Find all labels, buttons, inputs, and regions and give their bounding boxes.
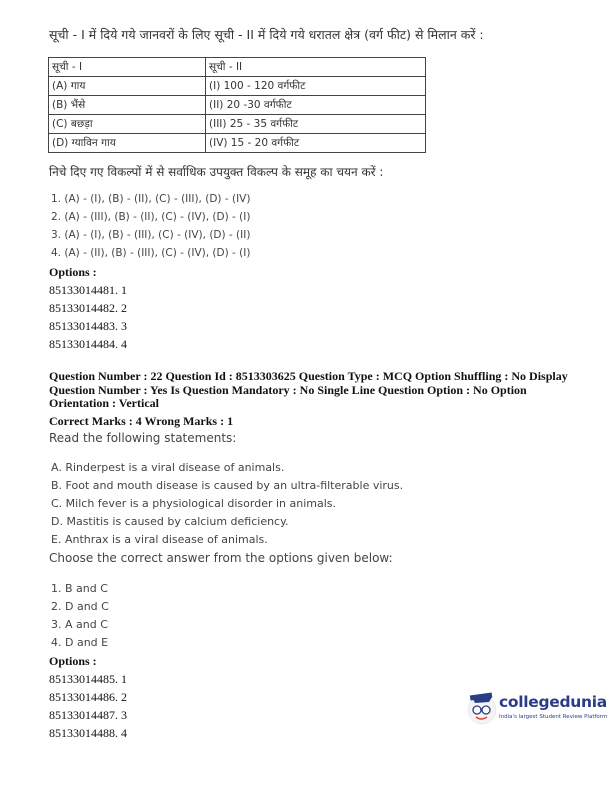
- table-cell: (A) गाय: [49, 77, 206, 96]
- question-2-lead: Read the following statements:: [49, 431, 237, 445]
- question-2-choice: 3. A and C: [51, 618, 108, 631]
- statement: B. Foot and mouth disease is caused by an ultra-filterable virus.: [51, 479, 404, 492]
- table-row: [49, 96, 426, 115]
- question-1-instruction: निचे दिए गए विकल्पों में से सर्वाधिक उपयुक्त विकल्प के समूह का चयन करें :: [49, 165, 384, 179]
- table-row: [49, 115, 426, 134]
- table-cell: (I) 100 - 120 वर्गफीट: [206, 77, 426, 96]
- statement: D. Mastitis is caused by calcium deficiency.: [51, 515, 289, 528]
- table-row: [49, 77, 426, 96]
- question-1-choice: 2. (A) - (III), (B) - (II), (C) - (IV), (D) - (I): [51, 211, 251, 223]
- question-1-choice: 1. (A) - (I), (B) - (II), (C) - (III), (D) - (IV): [51, 193, 251, 205]
- statement: E. Anthrax is a viral disease of animals.: [51, 533, 268, 546]
- question-2-meta: Question Number : 22 Question Id : 8513303625 Question Type : MCQ Option Shuffling : No Display Question Number : Yes Is Question Mandatory : No Single Line Question Option : No Option Orientation : Vertical: [49, 369, 568, 410]
- statement: A. Rinderpest is a viral disease of animals.: [51, 461, 285, 474]
- question-2-choice: 2. D and C: [51, 600, 109, 613]
- question-2-marks: Correct Marks : 4 Wrong Marks : 1: [49, 414, 234, 428]
- question-2-instruction: Choose the correct answer from the options given below:: [49, 551, 393, 565]
- question-1-intro: सूची - I में दिये गये जानवरों के लिए सूची - II में दिये गये धरातल क्षेत्र (वर्ग फीट) से मिलान करें :: [49, 27, 484, 42]
- option-id: 85133014482. 2: [49, 301, 127, 315]
- question-1-choice: 4. (A) - (II), (B) - (III), (C) - (IV), (D) - (I): [51, 247, 251, 259]
- table-row: [49, 134, 426, 153]
- option-id: 85133014488. 4: [49, 726, 127, 740]
- logo-tagline: India's largest Student Review Platform: [499, 714, 608, 720]
- option-id: 85133014485. 1: [49, 672, 127, 686]
- option-id: 85133014481. 1: [49, 283, 127, 297]
- table-cell: (II) 20 -30 वर्गफीट: [206, 96, 426, 115]
- table-header-list-2: सूची - II: [206, 58, 426, 77]
- table-header-row: [49, 58, 426, 77]
- logo-wordmark: collegedunia: [499, 693, 607, 711]
- option-id: 85133014486. 2: [49, 690, 127, 704]
- table-cell: (IV) 15 - 20 वर्गफीट: [206, 134, 426, 153]
- table-cell: (C) बछड़ा: [49, 115, 206, 134]
- option-id: 85133014487. 3: [49, 708, 127, 722]
- match-table: [48, 57, 426, 153]
- question-2-choice: 4. D and E: [51, 636, 109, 649]
- table-cell: (III) 25 - 35 वर्गफीट: [206, 115, 426, 134]
- question-2-choice: 1. B and C: [51, 582, 108, 595]
- statement: C. Milch fever is a physiological disorder in animals.: [51, 497, 337, 510]
- table-cell: (B) भैंसे: [49, 96, 206, 115]
- options-label: Options :: [49, 654, 97, 668]
- option-id: 85133014484. 4: [49, 337, 127, 351]
- question-1-choice: 3. (A) - (I), (B) - (III), (C) - (IV), (D) - (II): [51, 229, 251, 241]
- table-header-list-1: सूची - I: [49, 58, 206, 77]
- option-id: 85133014483. 3: [49, 319, 127, 333]
- table-cell: (D) ग्याविन गाय: [49, 134, 206, 153]
- options-label: Options :: [49, 265, 97, 279]
